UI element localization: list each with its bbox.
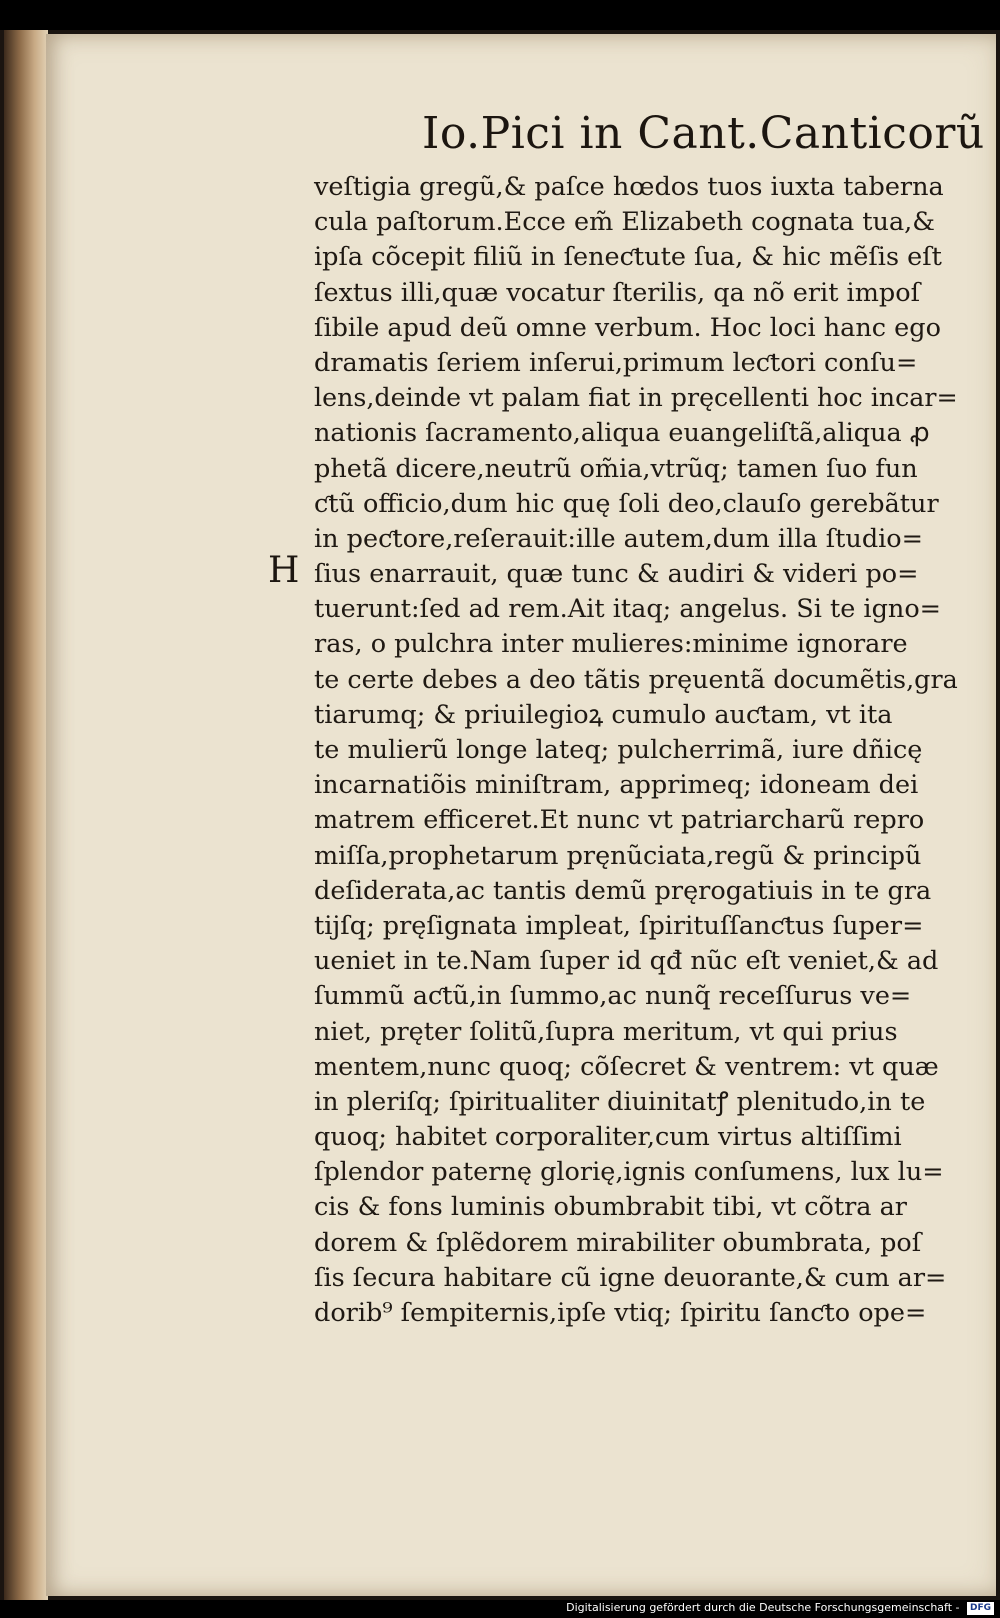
text-line: niet, pręter ſolitũ,ſupra meritum, vt qui prius xyxy=(314,1016,898,1047)
text-line: ſibile apud deũ omne verbum. Hoc loci hanc ego xyxy=(314,312,941,343)
text-line: phetã dicere,neutrũ om̃ia,vtrũq; tamen ſuo fun xyxy=(314,453,918,484)
text-line: incarnatiõis miniſtram, apprimeq; idoneam dei xyxy=(314,770,919,801)
text-line: cis & fons luminis obumbrabit tibi, vt cõtra ar xyxy=(314,1192,907,1223)
running-head: Io.Pici in Cant.Canticorũ xyxy=(422,108,985,159)
text-line: dorem & ſplẽdorem mirabiliter obumbrata, poſ xyxy=(314,1227,922,1258)
text-line: ſextus illi,quæ vocatur ſterilis, qa nõ erit impoſ xyxy=(314,277,921,308)
marginal-initial: H xyxy=(268,550,300,591)
text-line: lens,deinde vt palam fiat in pręcellenti hoc incar= xyxy=(314,383,958,414)
text-line: mentem,nunc quoq; cõſecret & ventrem: vt quæ xyxy=(314,1051,939,1082)
footer-credit-text: Digitalisierung gefördert durch die Deutsche Forschungsgemeinschaft - xyxy=(566,1601,960,1614)
text-line: tuerunt:ſed ad rem.Ait itaq; angelus. Si te igno= xyxy=(314,594,942,625)
text-line: miſſa,prophetarum pręnũciata,regũ & principũ xyxy=(314,840,922,871)
dfg-logo: DFG xyxy=(967,1602,994,1615)
text-line: dorib⁹ ſempiternis,ipſe vtiq; ſpiritu ſanƈto ope= xyxy=(314,1298,927,1328)
text-line: dramatis ſeriem inſerui,primum leƈtori conſu= xyxy=(314,347,918,378)
footer-credit xyxy=(566,1600,994,1616)
text-block xyxy=(314,170,958,1331)
text-line: tijſq; pręſignata impleat, ſpirituſſanƈtus ſuper= xyxy=(314,910,924,941)
text-line: te certe debes a deo tãtis pręuentã documẽtis,gra xyxy=(314,664,958,695)
text-line: ſplendor paternę glorię,ignis conſumens, lux lu= xyxy=(314,1157,944,1188)
text-line: veſtigia gregũ,& paſce hœdos tuos iuxta taberna xyxy=(314,172,944,202)
text-line: ƈtũ officio,dum hic quę ſoli deo,clauſo gerebãtur xyxy=(314,488,939,519)
text-line: ſius enarrauit, quæ tunc & audiri & videri po= xyxy=(314,559,919,590)
text-line: quoq; habitet corporaliter,cum virtus altiſſimi xyxy=(314,1122,902,1153)
text-line: matrem efficeret.Et nunc vt patriarcharũ repro xyxy=(314,805,925,836)
text-line: ipſa cõcepit filiũ in ſeneƈtute ſua, & hic mẽſis eſt xyxy=(314,242,942,273)
text-line: tiarumq; & priuilegioꝝ cumulo auƈtam, vt ita xyxy=(314,699,893,730)
text-line: nationis ſacramento,aliqua euangeliſtã,aliqua ꝓ xyxy=(314,418,930,449)
text-line: ſis ſecura habitare cũ igne deuorante,& cum ar= xyxy=(314,1262,947,1293)
text-line: ſummũ aƈtũ,in ſummo,ac nunq̃ receſſurus ve= xyxy=(314,981,912,1012)
book-gutter xyxy=(4,30,48,1600)
text-line: in peƈtore,reſerauit:ille autem,dum illa ſtudio= xyxy=(314,523,924,554)
text-line: cula paſtorum.Ecce em̃ Elizabeth cognata tua,& xyxy=(314,207,935,238)
text-line: in pleriſq; ſpiritualiter diuinitatꝭ plenitudo,in te xyxy=(314,1086,926,1117)
text-line: ueniet in te.Nam ſuper id qđ nũc eſt veniet,& ad xyxy=(314,946,939,977)
text-line: ras, o pulchra inter mulieres:minime ignorare xyxy=(314,629,908,660)
text-line: deſiderata,ac tantis demũ pręrogatiuis in te gra xyxy=(314,875,932,906)
text-line: te mulierũ longe lateq; pulcherrimã, iure dñicę xyxy=(314,735,923,765)
